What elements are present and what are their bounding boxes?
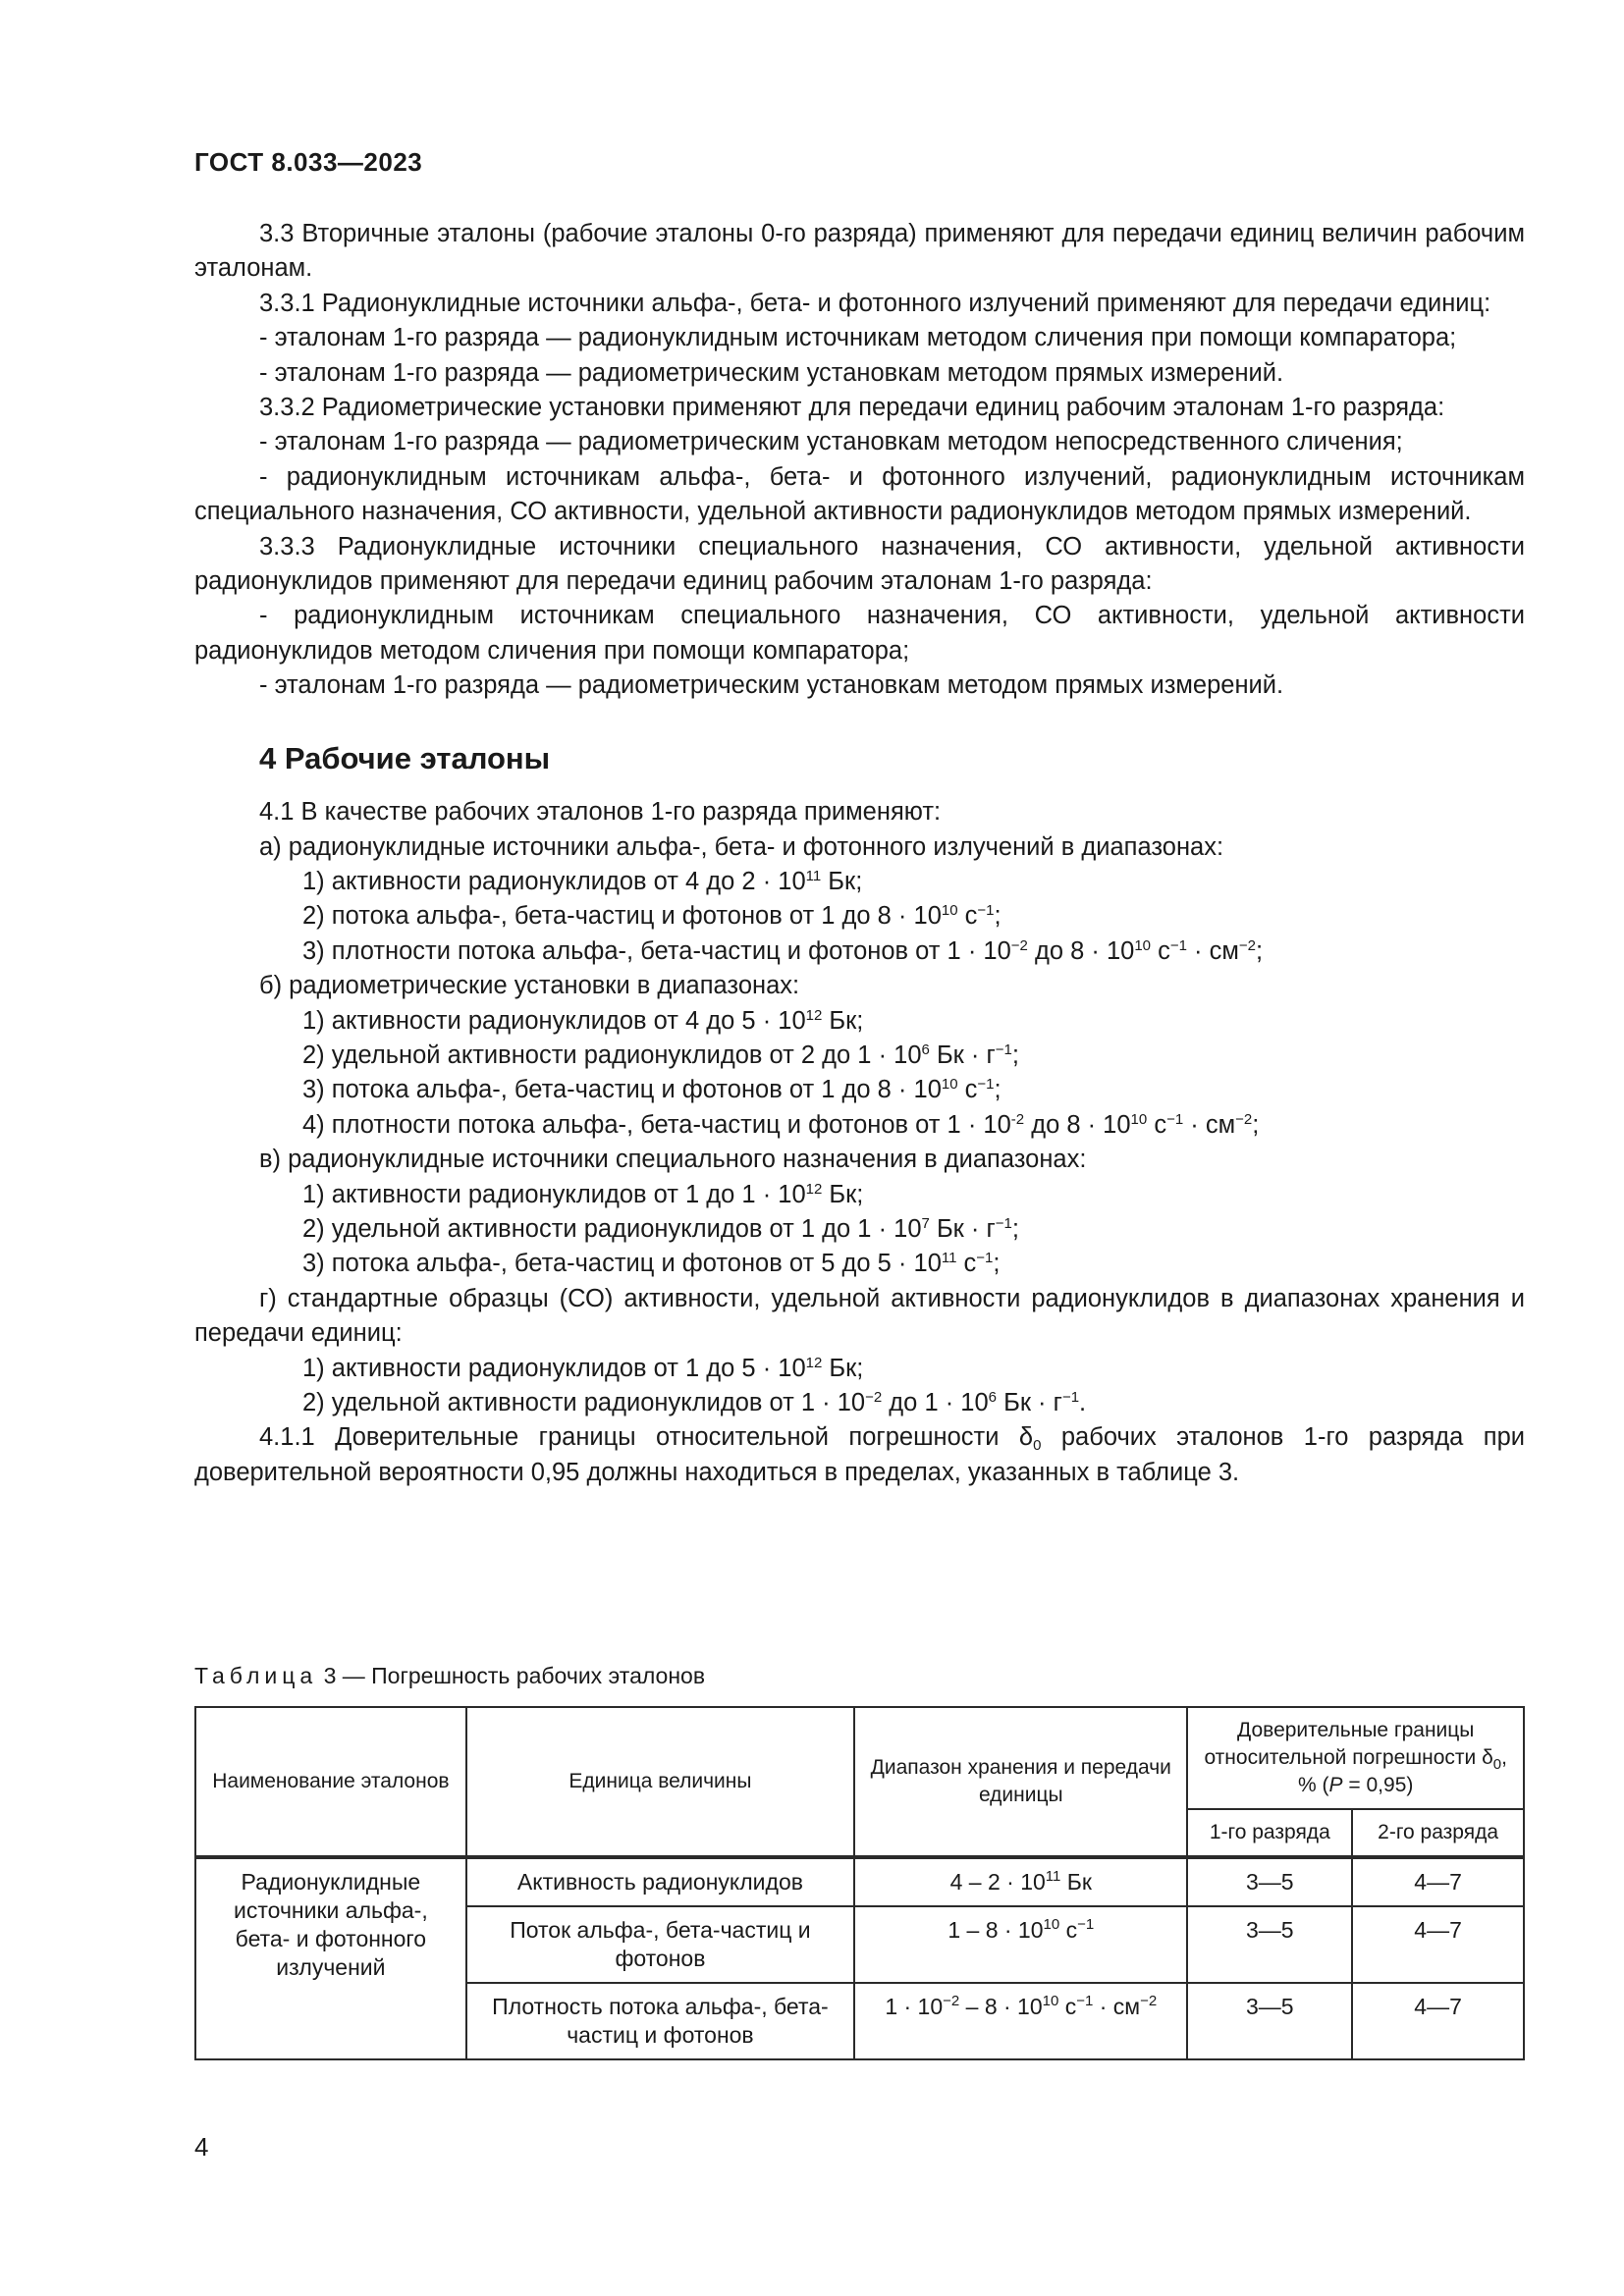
list-a-item-2: 2) потока альфа-, бета-частиц и фотонов от 1 до $8 \cdot 10^{10}$ $с^{-1}$;: [302, 902, 1001, 931]
header-confidence: Доверительные границы относительной погрешности $\delta_0$, % (P = 0,95): [1187, 1707, 1524, 1809]
list-a-item-1: 1) активности радионуклидов от 4 до $2 \cdot 10^{11}$ Бк;: [302, 867, 863, 895]
paragraph-3-3-3: 3.3.3 Радионуклидные источники специального назначения, СО активности, удельной активности радионуклидов применяют для передачи единиц рабочим эталонам 1-го разряда:: [194, 532, 1525, 596]
section-3-body: [194, 217, 1525, 1490]
paragraph-3-3-2: 3.3.2 Радиометрические установки применяют для передачи единиц рабочим эталонам 1-го разряда:: [259, 394, 1445, 422]
range-cell: $4 - 2 \cdot 10^{11}$ Бк: [854, 1857, 1187, 1906]
paragraph-4-1-1: 4.1.1 Доверительные границы относительной погрешности $\delta_0$ рабочих эталонов 1-го разряда при доверительной вероятности 0,95 должны находиться в пределах, указанных в таблице 3.: [194, 1423, 1526, 1486]
list-v-title: в) радионуклидные источники специального назначения в диапазонах:: [259, 1146, 1087, 1174]
list-item-3-3-2-a: - эталонам 1-го разряда — радиометрическим установкам методом непосредственного сличения;: [259, 428, 1403, 456]
paragraph-4-1: 4.1 В качестве рабочих эталонов 1-го разряда применяют:: [259, 798, 942, 827]
header-name: Наименование эталонов: [195, 1707, 466, 1857]
table-caption: Таблица 3 — Погрешность рабочих эталонов: [194, 1663, 706, 1688]
section-4-heading: 4 Рабочие эталоны: [259, 740, 551, 775]
list-a-item-3: 3) плотности потока альфа-, бета-частиц и фотонов от $1 \cdot 10^{-2}$ до $8 \cdot 10^{10}$ $с^{-1} \cdot см^{-2}$;: [302, 936, 1264, 965]
rank1-cell: 3—5: [1187, 1983, 1352, 2059]
list-v-item-1: 1) активности радионуклидов от 1 до $1 \cdot 10^{12}$ Бк;: [302, 1180, 864, 1208]
range-cell: $1 - 8 \cdot 10^{10}$ $с^{-1}$: [854, 1906, 1187, 1983]
list-g-title: г) стандартные образцы (СО) активности, удельной активности радионуклидов в диапазонах хранения и передачи единиц:: [194, 1284, 1525, 1348]
list-item-3-3-1-a: - эталонам 1-го разряда — радионуклидным источникам методом сличения при помощи компаратора;: [259, 324, 1457, 352]
header-range: Диапазон хранения и передачи единицы: [854, 1707, 1187, 1857]
list-b-item-4: 4) плотности потока альфа-, бета-частиц и фотонов от $1 \cdot 10^{-2}$ до $8 \cdot 10^{10}$ $с^{-1} \cdot см^{-2}$;: [302, 1110, 1260, 1139]
list-v-item-2: 2) удельной активности радионуклидов от 1 до $1 \cdot 10^7$ Бк · $г^{-1}$;: [302, 1214, 1019, 1243]
list-item-3-3-3-a: - радионуклидным источникам специального назначения, СО активности, удельной активности радионуклидов методом сличения при помощи компаратора;: [194, 602, 1525, 665]
range-cell: $1 \cdot 10^{-2} - 8 \cdot 10^{10}$ $с^{-1} \cdot см^{-2}$: [854, 1983, 1187, 2059]
table-3: [194, 1706, 1525, 2060]
list-b-item-3: 3) потока альфа-, бета-частиц и фотонов от 1 до $8 \cdot 10^{10}$ $с^{-1}$;: [302, 1076, 1001, 1104]
list-a-title: а) радионуклидные источники альфа-, бета- и фотонного излучений в диапазонах:: [259, 832, 1224, 861]
rank2-cell: 4—7: [1352, 1983, 1524, 2059]
rank2-cell: 4—7: [1352, 1906, 1524, 1983]
rank1-cell: 3—5: [1187, 1906, 1352, 1983]
list-b-title: б) радиометрические установки в диапазонах:: [259, 972, 800, 1000]
header-rank-1: 1-го разряда: [1187, 1809, 1352, 1857]
list-v-item-3: 3) потока альфа-, бета-частиц и фотонов от 5 до $5 \cdot 10^{11}$ $с^{-1}$;: [302, 1250, 1001, 1278]
group-cell: Радионуклидные источники альфа-, бета- и фотонного излучений: [195, 1857, 466, 2059]
list-b-item-1: 1) активности радионуклидов от 4 до $5 \cdot 10^{12}$ Бк;: [302, 1006, 864, 1035]
list-b-item-2: 2) удельной активности радионуклидов от 2 до $1 \cdot 10^6$ Бк · $г^{-1}$;: [302, 1041, 1019, 1069]
document-header: ГОСТ 8.033—2023: [194, 147, 423, 177]
unit-cell: Активность радионуклидов: [466, 1857, 854, 1906]
table-row: [195, 1857, 1524, 1906]
list-item-3-3-1-b: - эталонам 1-го разряда — радиометрическим установкам методом прямых измерений.: [259, 358, 1284, 387]
list-item-3-3-3-b: - эталонам 1-го разряда — радиометрическим установкам методом прямых измерений.: [259, 671, 1284, 700]
unit-cell: Плотность потока альфа-, бета-частиц и фотонов: [466, 1983, 854, 2059]
header-rank-2: 2-го разряда: [1352, 1809, 1524, 1857]
page-number: 4: [194, 2132, 209, 2162]
list-g-item-1: 1) активности радионуклидов от 1 до $5 \cdot 10^{12}$ Бк;: [302, 1354, 864, 1382]
list-g-item-2: 2) удельной активности радионуклидов от $1 \cdot 10^{-2}$ до $1 \cdot 10^6$ Бк · $г^{-1}$.: [302, 1389, 1087, 1416]
rank1-cell: 3—5: [1187, 1857, 1352, 1906]
header-unit: Единица величины: [466, 1707, 854, 1857]
paragraph-3-3-1: 3.3.1 Радионуклидные источники альфа-, бета- и фотонного излучений применяют для передачи единиц:: [259, 289, 1491, 317]
unit-cell: Поток альфа-, бета-частиц и фотонов: [466, 1906, 854, 1983]
paragraph-3-3: 3.3 Вторичные эталоны (рабочие эталоны 0-го разряда) применяют для передачи единиц величин рабочим эталонам.: [194, 220, 1525, 283]
list-item-3-3-2-b: - радионуклидным источникам альфа-, бета- и фотонного излучений, радионуклидным источникам специального назначения, СО активности, удельной активности радионуклидов методом прямых измерений.: [194, 462, 1525, 526]
rank2-cell: 4—7: [1352, 1857, 1524, 1906]
